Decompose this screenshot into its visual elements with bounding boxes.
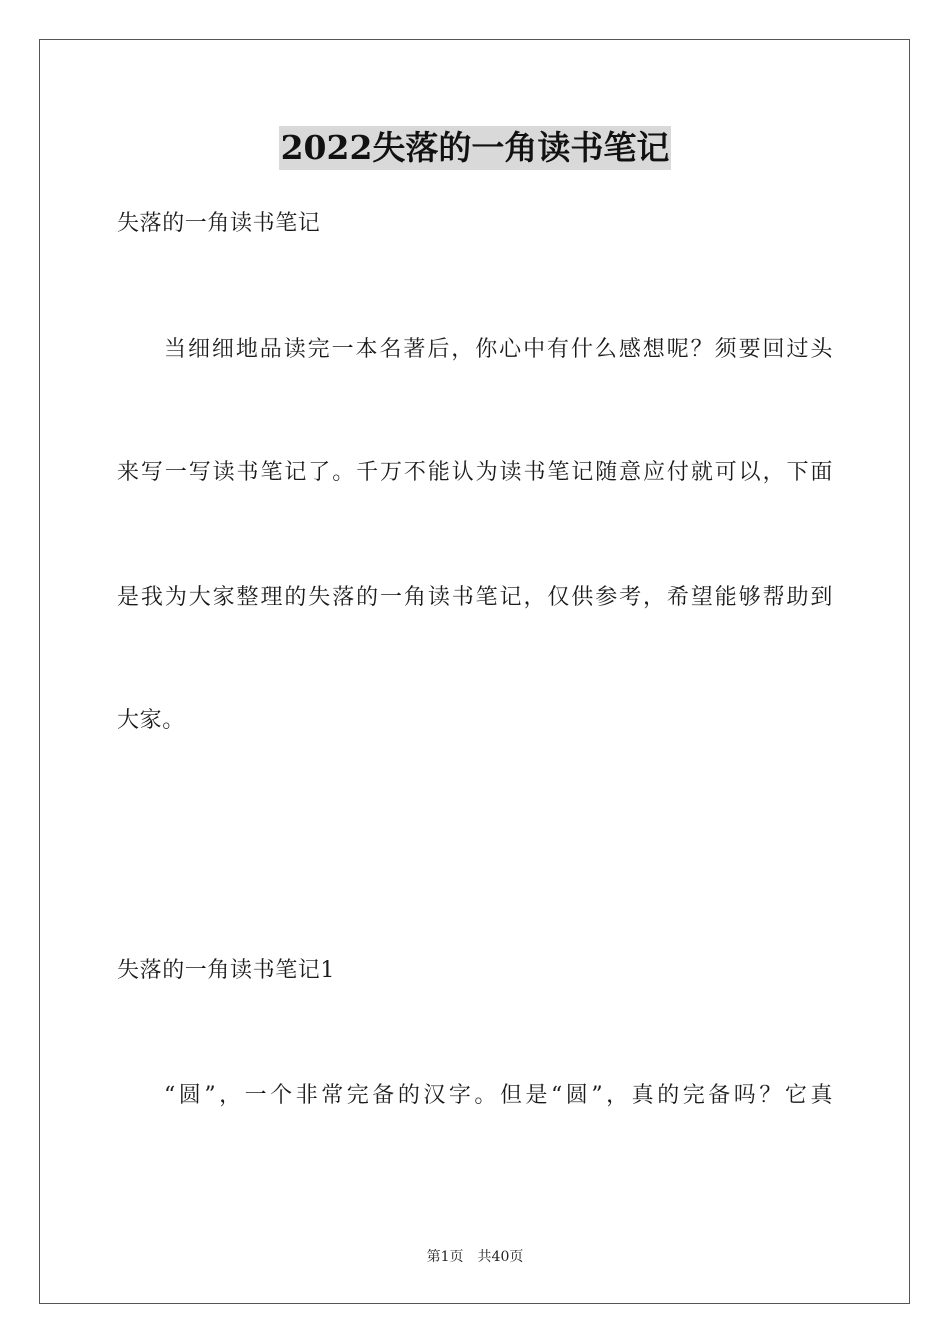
document-subtitle: 失落的一角读书笔记 [117, 211, 321, 236]
section-paragraph-line: “圆”，一个非常完备的汉字。但是“圆”，真的完备吗？它真 [164, 1083, 833, 1108]
section-heading: 失落的一角读书笔记1 [117, 958, 335, 983]
document-title: 2022失落的一角读书笔记 [279, 126, 672, 170]
page-number: 第1页 [426, 1249, 464, 1265]
page-total: 共40页 [477, 1249, 524, 1265]
intro-paragraph-line: 大家。 [117, 708, 185, 733]
page-footer [0, 1248, 950, 1266]
intro-paragraph-line: 来写一写读书笔记了。千万不能认为读书笔记随意应付就可以，下面 [117, 460, 833, 485]
intro-paragraph-line: 当细细地品读完一本名著后，你心中有什么感想呢？须要回过头 [164, 337, 833, 362]
intro-paragraph-line: 是我为大家整理的失落的一角读书笔记，仅供参考，希望能够帮助到 [117, 585, 833, 610]
title-container [0, 126, 950, 170]
